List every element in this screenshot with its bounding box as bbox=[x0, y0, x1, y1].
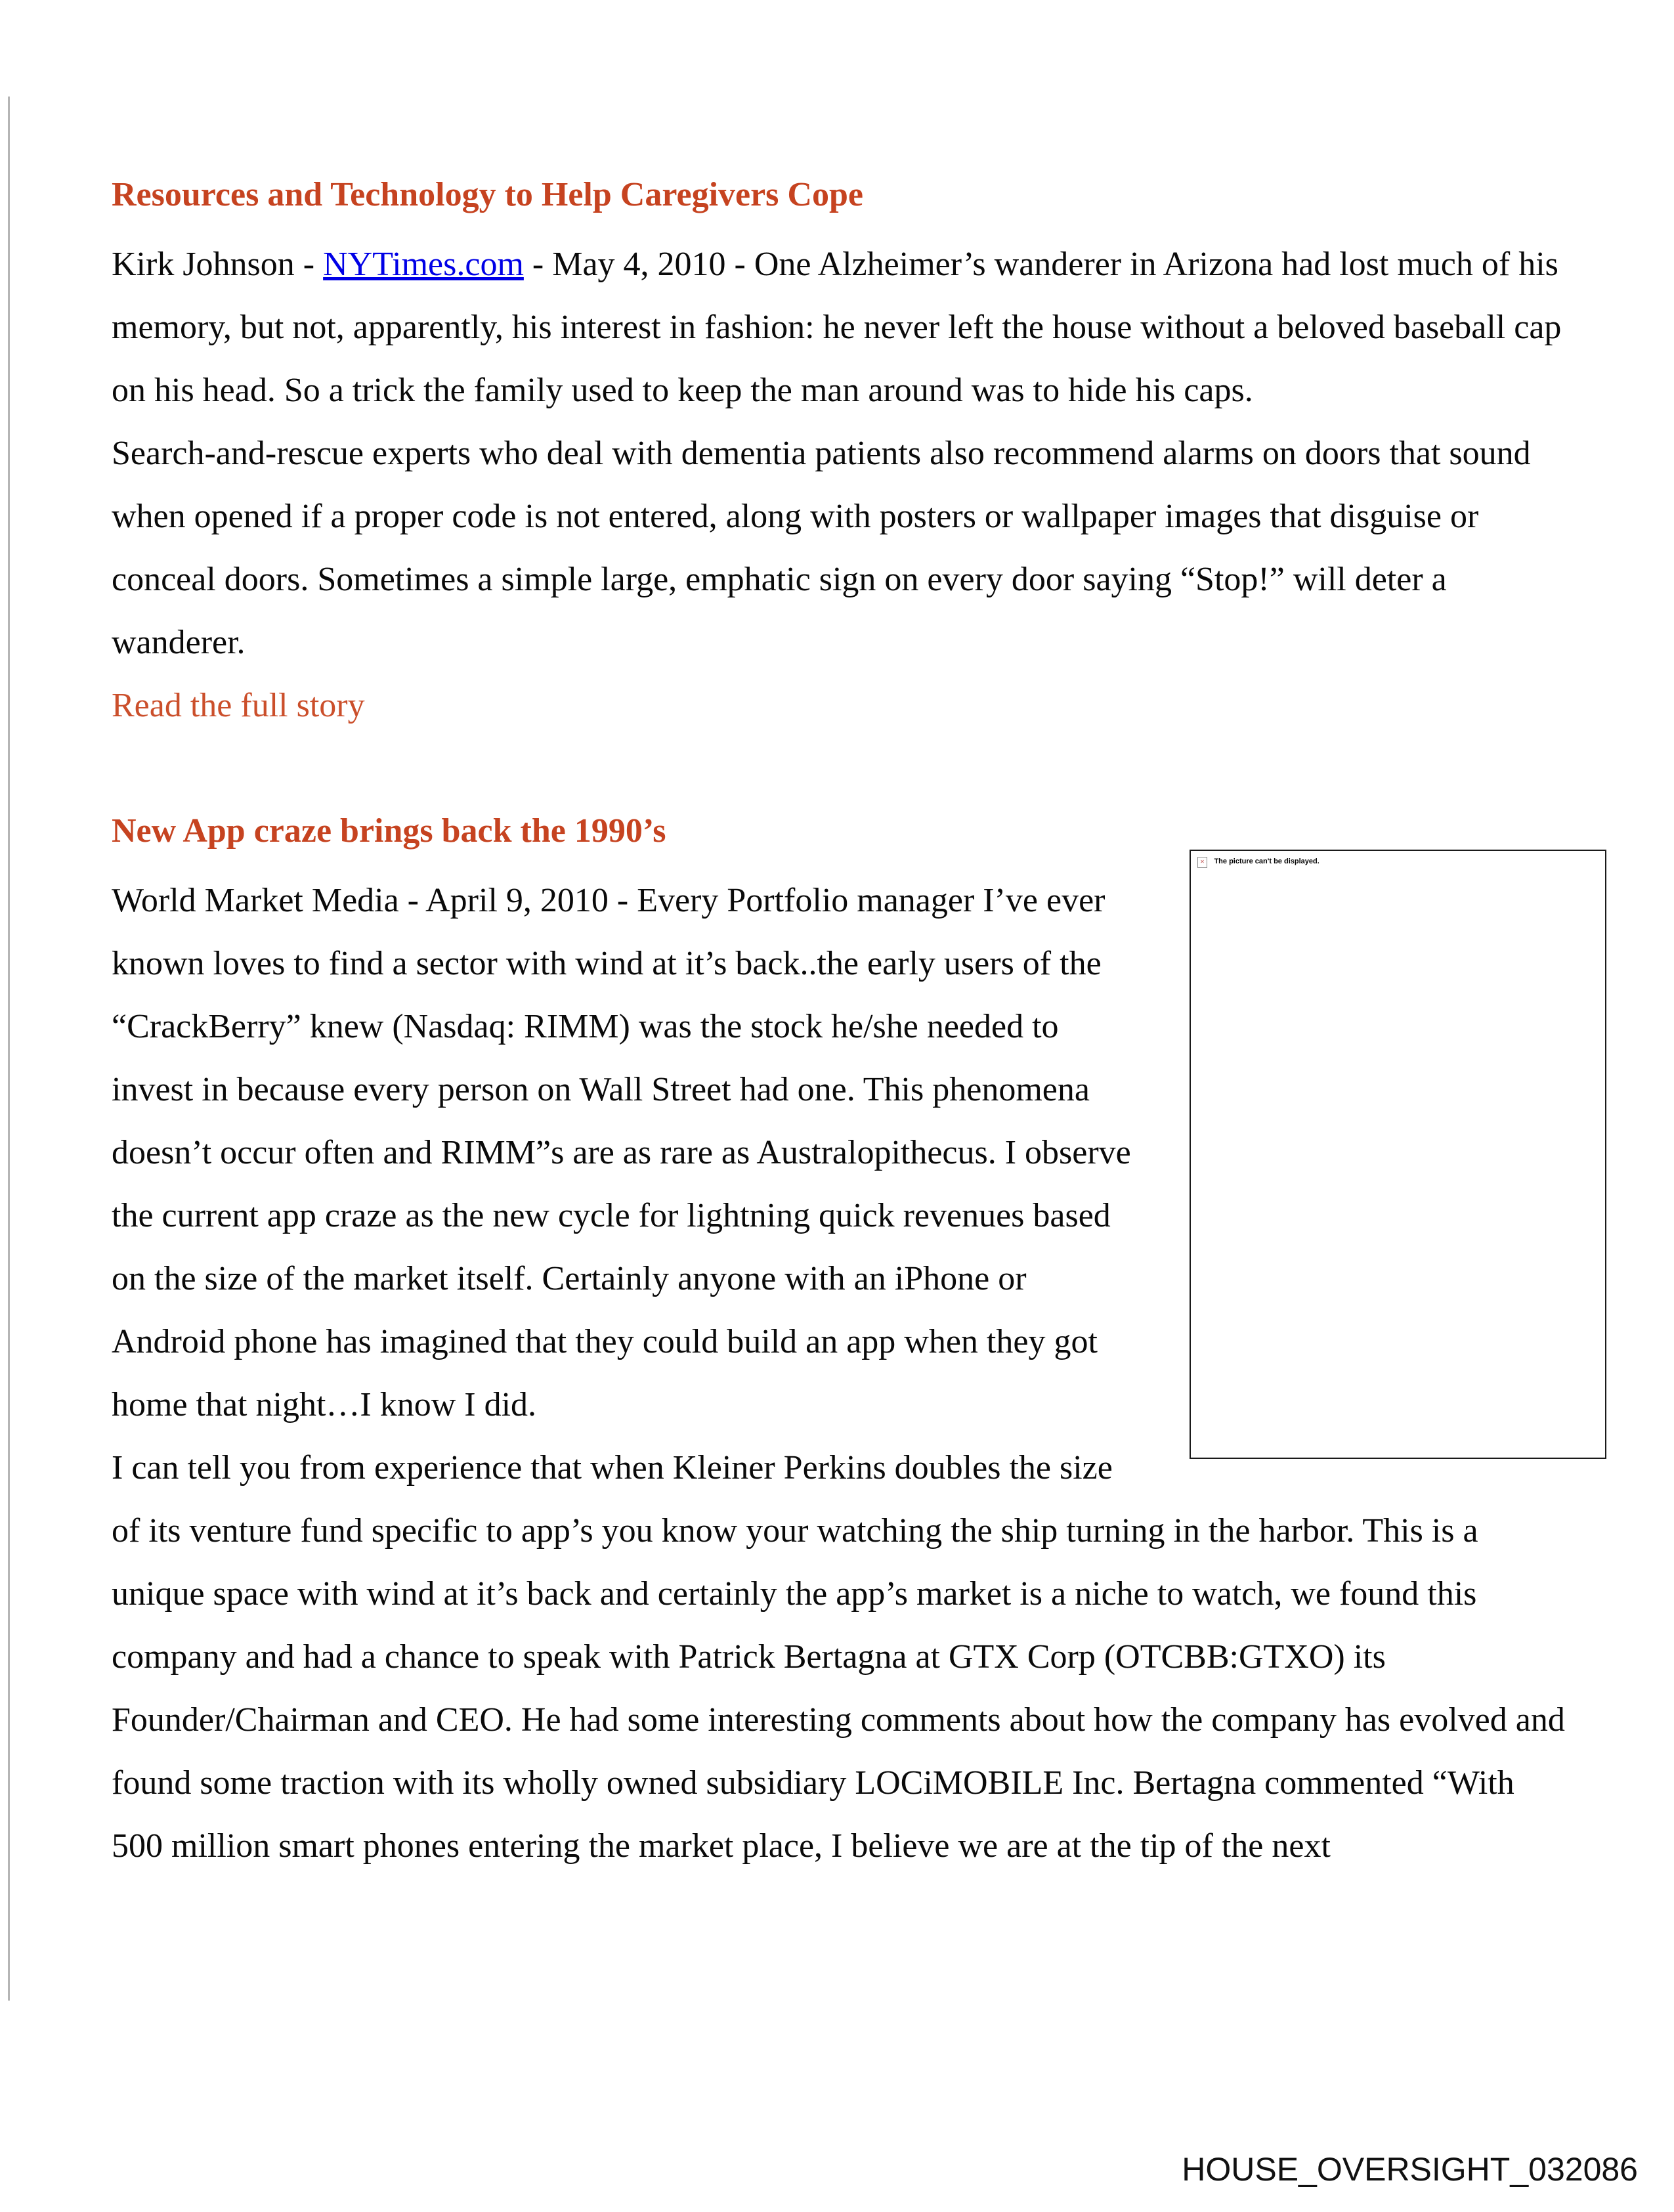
bates-number: HOUSE_OVERSIGHT_032086 bbox=[1182, 2151, 1638, 2188]
article-1-headline: Resources and Technology to Help Caregivers Cope bbox=[112, 176, 863, 213]
article-2-paragraph-1: World Market Media - April 9, 2010 - Every Portfolio manager I’ve ever known loves to find a sector with wind at it’s back..the early users of the “CrackBerry” knew (Nasdaq: RIMM) was the stock he/she needed to invest in because every person on Wall Street had one. This phenomena doesn’t occur often and RIMM”s are as rare as Australopithecus. I observe the current app craze as the new cycle for lightning quick revenues based on the size of the market itself. Certainly anyone with an iPhone or Android phone has imagined that they could build an app when they got home that night…I know I did. bbox=[112, 882, 1131, 1423]
article-1-byline-prefix: Kirk Johnson - bbox=[112, 246, 324, 283]
nytimes-link[interactable]: NYTimes.com bbox=[323, 246, 524, 283]
read-more-line bbox=[112, 674, 1570, 737]
broken-image-placeholder bbox=[1190, 850, 1606, 1459]
article-1-lede-text: - May 4, 2010 - One Alzheimer’s wanderer in Arizona had lost much of his memory, but not, apparently, his interest in fashion: he never left the house without a beloved baseball cap on his head. So a trick the family used to keep the man around was to hide his caps. bbox=[112, 246, 1562, 409]
article-caregivers bbox=[112, 163, 1570, 737]
article-1-paragraph-lede bbox=[112, 233, 1570, 422]
article-2-paragraph-2: I can tell you from experience that when Kleiner Perkins doubles the size of its venture fund specific to app’s you know your watching the ship turning in the harbor. This is a unique space with wind at it’s back and certainly the app’s market is a niche to watch, we found this company and had a chance to speak with Patrick Bertagna at GTX Corp (OTCBB:GTXO) its Founder/Chairman and CEO. He had some interesting comments about how the company has evolved and found some traction with its wholly owned subsidiary LOCiMOBILE Inc. Bertagna commented “With 500 million smart phones entering the market place, I believe we are at the tip of the next bbox=[112, 1449, 1565, 1865]
article-2-headline: New App craze brings back the 1990’s bbox=[112, 812, 666, 850]
broken-image-alt-text: The picture can't be displayed. bbox=[1214, 857, 1320, 865]
left-margin-rule bbox=[8, 97, 10, 2001]
article-2-body bbox=[112, 857, 1570, 1878]
broken-image-icon: ✕ bbox=[1197, 857, 1207, 868]
read-full-story-link[interactable]: Read the full story bbox=[112, 687, 365, 724]
page-content bbox=[112, 163, 1570, 1878]
article-1-paragraph-2: Search-and-rescue experts who deal with dementia patients also recommend alarms on doors that sound when opened if a proper code is not entered, along with posters or wallpaper images that disguise or conceal doors. Sometimes a simple large, emphatic sign on every door saying “Stop!” will deter a wanderer. bbox=[112, 435, 1531, 661]
article-app-craze bbox=[112, 800, 1570, 1878]
